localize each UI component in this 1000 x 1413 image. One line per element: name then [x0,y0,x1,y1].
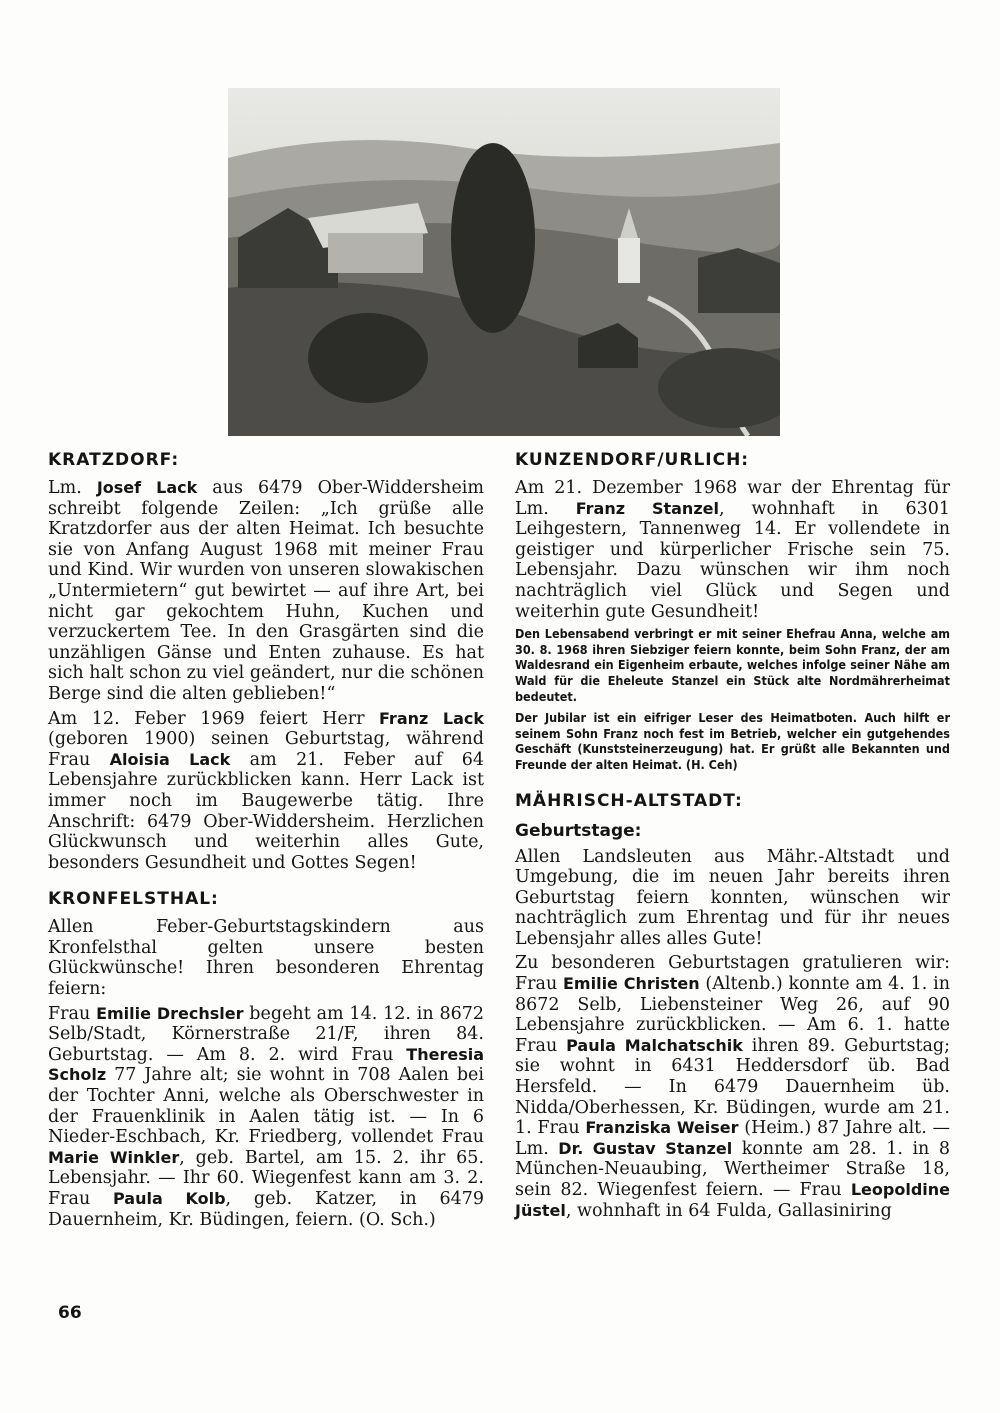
kratzdorf-paragraph-2: Am 12. Feber 1969 feiert Herr Franz Lack (geboren 1900) seinen Geburtstag, während Frau Aloisia Lack am 21. Feber auf 64 Lebensjahre zurückblicken kann. Herr Lack ist immer noch im Baugewerbe tätig. Ihre Anschrift: 6479 Ober-Widdersheim. Herzlichen Glückwunsch und weiterhin alles Gute, besonders Gesundheit und Gottes Segen! [48,708,485,873]
section-heading-kunzendorf: KUNZENDORF/URLICH: [515,450,750,470]
kunzendorf-paragraph-1: Am 21. Dezember 1968 war der Ehrentag für Lm. Franz Stanzel, wohnhaft in 6301 Leihgestern, Tannenweg 14. Er vollendete in geistiger und kürperlicher Frische sein 75. Lebensjahr. Dazu wünschen wir ihm noch nachträglich viel Glück und Segen und weiterhin gute Gesundheit! [515,478,951,622]
left-column [48,448,484,1234]
kronfelsthal-paragraph-2: Frau Emilie Drechsler begeht am 14. 12. in 8672 Selb/Stadt, Körnerstraße 21/F, ihren 84. Geburtstag. — Am 8. 2. wird Frau Theresia Scholz 77 Jahre alt; sie wohnt in 708 Aalen bei der Tochter Anni, welche als Oberschwester in der Frauenklinik in Aalen tätig ist. — In 6 Nieder-Eschbach, Kr. Friedberg, vollendet Frau Marie Winkler, geb. Bartel, am 15. 2. ihr 65. Lebensjahr. — Ihr 60. Wiegenfest kann am 3. 2. Frau Paula Kolb, geb. Katzer, in 6479 Dauernheim, Kr. Büdingen, feiern. (O. Sch.) [48,1003,485,1230]
page-number: 66 [58,1303,82,1323]
maehrisch-paragraph-2: Zu besonderen Geburtstagen gratulieren wir: Frau Emilie Christen (Altenb.) konnte am 4. 1. in 8672 Selb, Liebensteiner Weg 26, auf 90 Lebensjahre zurückblicken. — Am 6. 1. hatte Frau Paula Malchatschik ihren 89. Geburtstag; sie wohnt in 6431 Heddersdorf üb. Bad Hersfeld. — In 6479 Dauernheim üb. Nidda/Oberhessen, Kr. Büdingen, wurde am 21. 1. Frau Franziska Weiser (Heim.) 87 Jahre alt. — Lm. Dr. Gustav Stanzel konnte am 28. 1. in 8 München-Neuaubing, Wertheimer Straße 18, sein 82. Wiegenfest feiern. — Frau Leopoldine Jüstel, wohnhaft in 64 Fulda, Gallasiniring [515,953,951,1221]
village-photo [228,88,780,436]
kunzendorf-note-1: Den Lebensabend verbringt er mit seiner Ehefrau Anna, welche am 30. 8. 1968 ihren Siebziger feiern konnte, beim Sohn Franz, der am Waldesrand ein Eigenheim erbaute, welches infolge seiner Nähe am Wald für die Eheleute Stanzel ein Stück alte Nordmährerheimat bedeutet. [515,626,950,704]
kronfelsthal-paragraph-1: Allen Feber-Geburtstagskindern aus Kronfelsthal gelten unsere besten Glückwünsche! Ihren besonderen Ehrentag feiern: [48,917,484,1000]
section-heading-kratzdorf: KRATZDORF: [48,450,180,470]
right-column [515,448,950,1225]
subheading-geburtstage: Geburtstage: [515,820,642,841]
section-heading-maehrisch-altstadt: MÄHRISCH-ALTSTADT: [515,790,743,811]
kunzendorf-note-2: Der Jubilar ist ein eifriger Leser des Heimatboten. Auch hilft er seinem Sohn Franz noch fest im Betrieb, welcher ein gutgehendes Geschäft (Kunststeinerzeugung) hat. Er grüßt alle Bekannten und Freunde der alten Heimat. (H. Ceh) [515,710,950,772]
kratzdorf-paragraph-1: Lm. Josef Lack aus 6479 Ober-Widdersheim schreibt folgende Zeilen: „Ich grüße alle Kratzdorfer aus der alten Heimat. Ich besuchte sie von Anfang August 1968 mit meiner Frau und Kind. Wir wurden von unseren slowakischen „Untermietern“ gut bewirtet — auf ihre Art, bei nicht gar gekochtem Huhn, Kuchen und verzuckertem Tee. In den Grasgärten sind die unzähligen Gänse und Enten zuhause. Es hat sich halt schon zu viel geändert, nur die schönen Berge sind die alten geblieben!“ [48,478,484,704]
maehrisch-paragraph-1: Allen Landsleuten aus Mähr.-Altstadt und Umgebung, die im neuen Jahr bereits ihren Geburtstag feiern konnten, wünschen wir nachträglich zum Ehrentag und für ihr neues Lebensjahr alles alles Gute! [515,846,950,949]
section-heading-kronfelsthal: KRONFELSTHAL: [48,889,219,910]
